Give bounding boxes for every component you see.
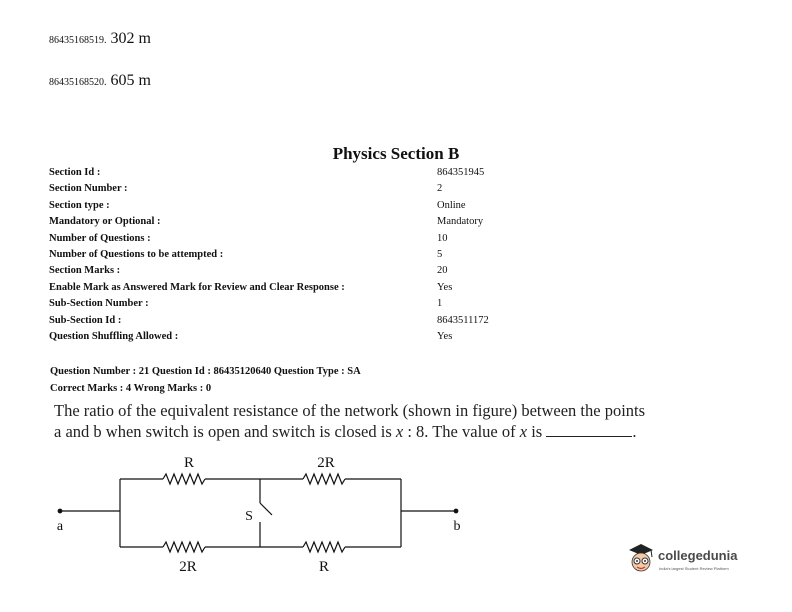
field-value: 2 xyxy=(437,183,443,194)
option-1-id: 86435168519. xyxy=(49,35,107,46)
field-value: Online xyxy=(437,200,466,211)
question-line-2-part: : 8. The value of xyxy=(403,422,520,441)
field-value: Yes xyxy=(437,331,453,342)
field-subsection-number xyxy=(49,298,569,314)
field-label: Enable Mark as Answered Mark for Review and Clear Response : xyxy=(49,282,345,293)
option-2-id: 86435168520. xyxy=(49,77,107,88)
mascot-icon xyxy=(626,542,656,576)
question-line-2-part: is xyxy=(527,422,547,441)
label-top-left: R xyxy=(183,455,195,471)
field-value: 864351945 xyxy=(437,167,485,178)
field-section-marks xyxy=(49,265,569,281)
field-label: Number of Questions : xyxy=(49,233,151,244)
field-subsection-id xyxy=(49,315,569,331)
field-section-type xyxy=(49,200,569,216)
label-bottom-left: 2R xyxy=(179,559,197,575)
logo-tagline: India's largest Student Review Platform xyxy=(659,566,729,571)
answer-blank xyxy=(546,422,632,437)
terminal-a-node xyxy=(58,509,62,513)
variable-x: x xyxy=(395,422,404,441)
question-marks: Correct Marks : 4 Wrong Marks : 0 xyxy=(50,383,212,394)
field-label: Section Marks : xyxy=(49,265,121,276)
field-value: Mandatory xyxy=(437,216,484,227)
variable-x: x xyxy=(519,422,528,441)
field-label: Sub-Section Number : xyxy=(49,298,149,309)
question-text xyxy=(54,400,774,442)
option-1 xyxy=(49,30,151,48)
option-1-text: 302 m xyxy=(110,30,151,47)
field-label: Sub-Section Id : xyxy=(49,315,122,326)
resistor-bottom-right xyxy=(303,542,345,552)
label-terminal-a: a xyxy=(56,519,64,534)
field-value: 20 xyxy=(437,265,448,276)
resistor-top-left xyxy=(163,474,205,484)
question-meta: Question Number : 21 Question Id : 86435120640 Question Type : SA xyxy=(50,366,361,377)
field-num-questions xyxy=(49,233,569,249)
switch-blade xyxy=(260,503,272,515)
field-section-id xyxy=(49,167,569,183)
resistor-bottom-left xyxy=(163,542,205,552)
option-2-text: 605 m xyxy=(110,72,151,89)
field-enable-mark xyxy=(49,282,569,298)
label-top-right: 2R xyxy=(317,455,335,471)
field-value: 8643511172 xyxy=(437,315,489,326)
option-2 xyxy=(49,72,151,90)
label-bottom-right: R xyxy=(318,559,330,575)
field-label: Section Number : xyxy=(49,183,128,194)
field-shuffling xyxy=(49,331,569,347)
field-value: Yes xyxy=(437,282,453,293)
question-line-2-part: a and b when switch is open and switch is closed is xyxy=(54,422,396,441)
field-section-number xyxy=(49,183,569,199)
field-label: Section Id : xyxy=(49,167,101,178)
terminal-b-node xyxy=(454,509,458,513)
question-line-1: The ratio of the equivalent resistance of the network (shown in figure) between the points xyxy=(54,401,646,420)
question-line-2 xyxy=(54,421,774,442)
field-num-attempt xyxy=(49,249,569,265)
question-end: . xyxy=(632,422,637,441)
field-label: Section type : xyxy=(49,200,110,211)
field-value: 5 xyxy=(437,249,443,260)
section-title: Physics Section B xyxy=(332,144,460,163)
field-mandatory xyxy=(49,216,569,232)
label-terminal-b: b xyxy=(453,519,461,534)
field-label: Number of Questions to be attempted : xyxy=(49,249,224,260)
field-label: Question Shuffling Allowed : xyxy=(49,331,179,342)
field-label: Mandatory or Optional : xyxy=(49,216,161,227)
label-switch: S xyxy=(245,509,253,524)
field-value: 1 xyxy=(437,298,443,309)
collegedunia-logo xyxy=(626,542,766,582)
logo-name: collegedunia xyxy=(658,548,738,563)
field-value: 10 xyxy=(437,233,448,244)
resistor-top-right xyxy=(303,474,345,484)
